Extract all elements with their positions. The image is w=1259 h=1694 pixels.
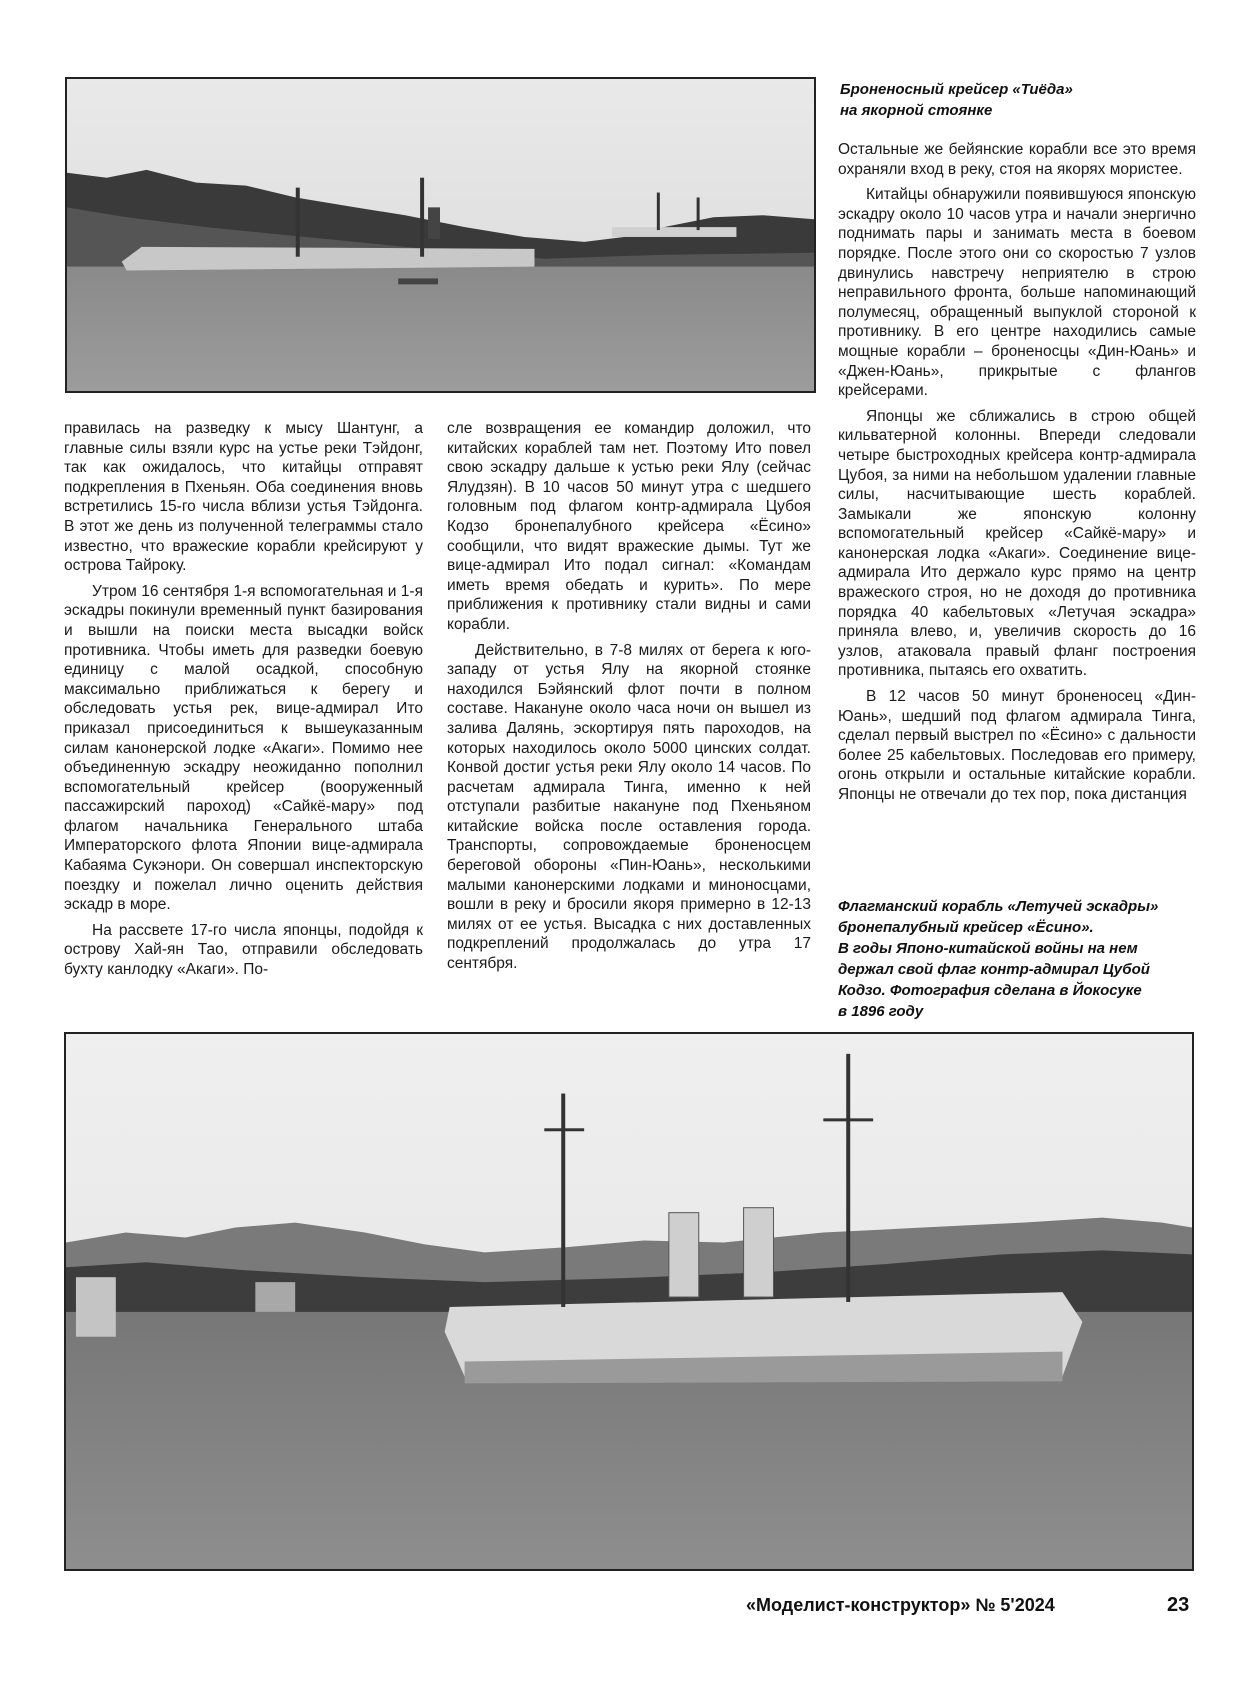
text-column-2 [447, 419, 811, 980]
paragraph: правилась на разведку к мысу Шантунг, а главные силы взяли курс на устье реки Тэйдонг, так как ожидалось, что китайцы отправят подкрепления в Пхеньян. Оба соединения вновь встретились 15-го числа вблизи устья Тэйдонга. В этот же день из полученной телеграммы стало известно, что вражеские корабли крейсируют у острова Тайроку. [64, 420, 423, 575]
page-number: 23 [1167, 1594, 1190, 1616]
photo-caption-bottom [838, 896, 1198, 1022]
text-column-3 [838, 140, 1196, 811]
photo-cruiser-yoshino [64, 1032, 1194, 1571]
magazine-title: «Моделист-конструктор» № 5'2024 [746, 1595, 1055, 1615]
paragraph: сле возвращения ее командир доложил, что китайских кораблей там нет. Поэтому Ито повел свою эскадру дальше к устью реки Ялу (сейчас Ялудзян). В 10 часов 50 минут утра с шедшего головным под флагом контр-адмирала Цубоя Кодзо бронепалубного крейсера «Ёсино» сообщили, что видят вражеские дымы. Тут же вице-адмирал Ито подал сигнал: «Командам иметь время обедать и курить». По мере приближения к противнику стали видны и сами корабли. [447, 420, 811, 633]
caption-line: Броненосный крейсер «Тиёда» [840, 81, 1073, 98]
paragraph: На рассвете 17-го числа японцы, подойдя к острову Хай-ян Тао, отправили обследовать бухту канлодку «Акаги». По- [64, 921, 423, 979]
paragraph: В 12 часов 50 минут броненосец «Дин-Юань», шедший под флагом адмирала Тинга, сделал первый выстрел по «Ёсино» с дальности более 25 кабельтовых. Последовав его примеру, огонь открыли и остальные китайские корабли. Японцы не отвечали до тех пор, пока дистанция [838, 688, 1196, 803]
paragraph: Остальные же бейянские корабли все это время охраняли вход в реку, стоя на якорях мористее. [838, 141, 1196, 178]
caption-line: Флагманский корабль «Летучей эскадры» [838, 898, 1159, 915]
paragraph: Действительно, в 7-8 милях от берега к юго-западу от устья Ялу на якорной стоянке находился Бэйянский флот почти в полном составе. Накануне около часа ночи он вышел из залива Далянь, эскортируя пять пароходов, на которых находилось около 5000 цинских солдат. Конвой достиг устья реки Ялу около 14 часов. По расчетам адмирала Тинга, именно к ней отступали разбитые накануне под Пхеньяном китайские войска после оставления города. Транспорты, сопровождаемые броненосцем береговой обороны «Пин-Юань», несколькими малыми канонерскими лодками и миноносцами, вошли в реку и бросили якоря примерно в 12-13 милях от ее устья. Высадка с них доставленных подкреплений продолжалась до утра 17 сентября. [447, 641, 811, 973]
photo-image [66, 1034, 1192, 1569]
paragraph: Японцы же сближались в строю общей кильватерной колонны. Впереди следовали четыре быстроходных крейсера контр-адмирала Цубоя, за ними на небольшом удалении главные силы, насчитывающие шесть кораблей. Замыкали же японскую колонну вспомогательный крейсер «Сайкё-мару» и канонерская лодка «Акаги». Соединение вице-адмирала Ито держало курс прямо на центр вражеского строя, но не доходя до противника порядка 40 кабельтовых «Летучая эскадра» приняла влево, и, увеличив скорость до 16 узлов, атаковала правый фланг построения противника, пытаясь его охватить. [838, 407, 1196, 680]
photo-caption-top [840, 79, 1200, 121]
caption-line: в 1896 году [838, 1003, 924, 1020]
caption-line: бронепалубный крейсер «Ёсино». [838, 919, 1094, 936]
caption-line: на якорной стоянке [840, 102, 993, 119]
photo-cruiser-chiyoda [65, 77, 816, 393]
paragraph: Китайцы обнаружили появившуюся японскую эскадру около 10 часов утра и начали энергично поднимать пары и занимать места в боевом порядке. После этого они со скоростью 7 узлов двинулись навстречу неприятелю в строю неправильного фронта, больше напоминающий полумесяц, обращенный выпуклой стороной к противнику. В его центре находились самые мощные корабли – броненосцы «Дин-Юань» и «Джен-Юань», прикрытые с флангов крейсерами. [838, 186, 1196, 400]
caption-line: Кодзо. Фотография сделана в Йокосуке [838, 982, 1142, 999]
caption-line: держал свой флаг контр-адмирал Цубой [838, 961, 1150, 978]
caption-line: В годы Японо-китайской войны на нем [838, 940, 1138, 957]
paragraph: Утром 16 сентября 1-я вспомогательная и 1-я эскадры покинули временный пункт базирования и вышли на поиски места высадки войск противника. Чтобы иметь для разведки боевую единицу с малой осадкой, способную максимально приближаться к берегу и обследовать устья рек, вице-адмирал Ито приказал присоединиться к вышеуказанным силам канонерской лодке «Акаги». Помимо нее объединенную эскадру неожиданно пополнил вспомогательный крейсер (вооруженный пассажирский пароход) «Сайкё-мару» под флагом начальника Генерального штаба Императорского флота Японии вице-адмирала Кабаяма Сукэнори. Он совершал инспекторскую поездку и пожелал лично оценить действия эскадр в море. [64, 582, 423, 914]
photo-image [67, 79, 814, 391]
text-column-1 [64, 419, 423, 986]
